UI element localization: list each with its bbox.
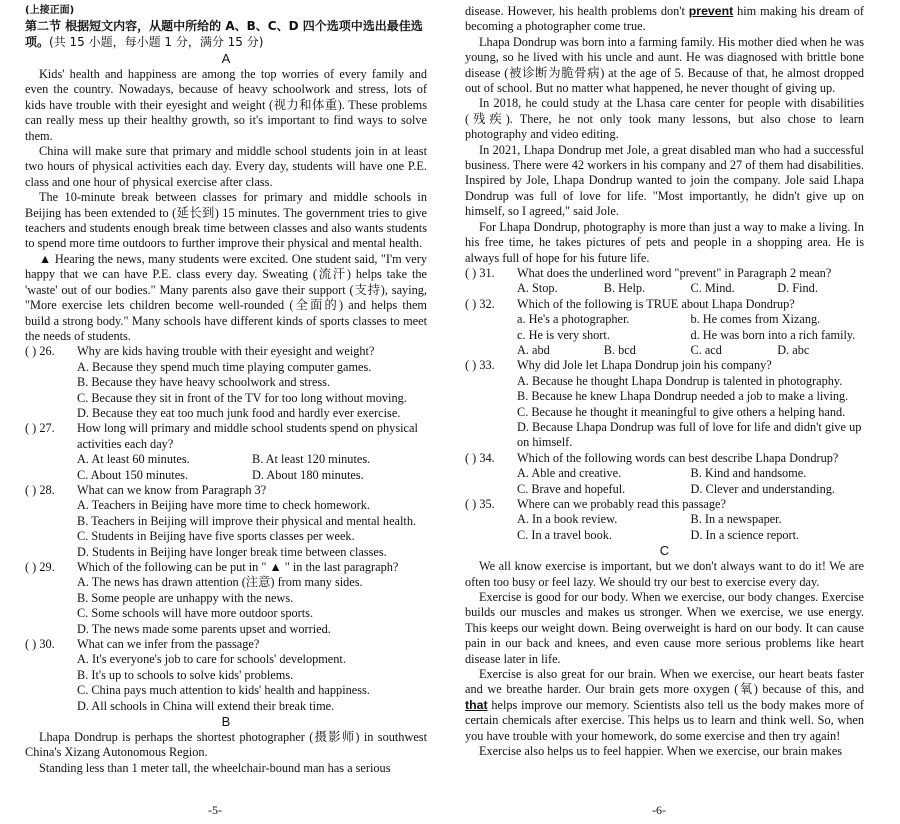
passage-b-start [25, 730, 427, 776]
passage-a [25, 67, 427, 344]
option: C. Some schools will have more outdoor sports. [77, 606, 314, 621]
option: D. Students in Beijing have longer break time between classes. [77, 544, 387, 559]
statement: b. He comes from Xizang. [690, 312, 821, 327]
passage-c-paragraph [465, 667, 864, 744]
passage-c-paragraph: Exercise is good for our body. When we exercise, our body changes. Exercise builds our muscles and makes us stronger. When we exercise, we use energy. This keeps our weight down. Being overweight is hard on our body. It can cause pain in our back and knees, and even cause more serious problems like heart disease later in life. [465, 590, 864, 666]
option: C. About 150 minutes. [77, 467, 189, 482]
passage-b-paragraph: In 2018, he could study at the Lhasa care center for people with disabilities (残疾). There, he not only took many lessons, but also chose to learn photography and video editing. [465, 96, 864, 142]
question-26 [25, 344, 427, 421]
option: D. Because Lhapa Dondrup was full of love for life and didn't give up on himself. [517, 419, 862, 450]
answer-blank[interactable]: ( ) 31. [465, 265, 495, 280]
answer-blank[interactable]: ( ) 35. [465, 497, 495, 511]
question-text: What can we infer from the passage? [77, 637, 260, 652]
option: A. In a book review. [517, 512, 618, 527]
passage-b-paragraph: In 2021, Lhapa Dondrup met Jole, a great disabled man who had a successful business. There were 42 workers in his company and 27 of them had disabilities. Inspired by Jole, Lhapa Dondrup wanted to join the company. Jole said Lhapa Dondrup was full of love for life. "Most importantly, he didn't give up on himself, so I agreed," said Jole. [465, 142, 864, 219]
text-run: him making his dream of becoming a photographer come true. [465, 4, 864, 34]
option: D. abc [777, 342, 810, 357]
option: C. acd [690, 342, 722, 357]
option: B. In a newspaper. [690, 512, 782, 527]
page-number-right: -6- [652, 803, 666, 817]
passage-b-label: B [221, 714, 231, 730]
option: A. abd [517, 342, 550, 357]
passage-c [465, 559, 864, 759]
question-30 [25, 637, 427, 714]
underlined-word: that [465, 697, 488, 712]
option: C. In a travel book. [517, 527, 612, 542]
passage-c-label: C [659, 543, 670, 559]
question-text: What does the underlined word "prevent" in Paragraph 2 mean? [517, 265, 832, 280]
section-instruction: 第二节 根据短文内容，从题中所给的 A、B、C、D 四个选项中选出最佳选项。 [25, 19, 423, 49]
passage-a-label: A [221, 51, 231, 66]
answer-blank[interactable]: ( ) 33. [465, 358, 495, 373]
option: D. About 180 minutes. [252, 467, 364, 482]
answer-blank[interactable]: ( ) 26. [25, 344, 55, 359]
option: A. At least 60 minutes. [77, 452, 190, 467]
statement: a. He's a photographer. [517, 312, 630, 327]
passage-b-paragraph: Standing less than 1 meter tall, the wheelchair-bound man has a serious [39, 760, 391, 775]
passage-a-paragraph: China will make sure that primary and middle school students join in at least two hours of physical activities each day. Every day, students will have one P.E. class and one hour of physical exercise after class. [25, 144, 427, 189]
option: B. Kind and handsome. [690, 466, 807, 481]
section-header [25, 18, 427, 50]
option: B. bcd [603, 342, 636, 357]
underlined-word: prevent [688, 4, 734, 18]
question-text: Which of the following is TRUE about Lhapa Dondrup? [517, 296, 795, 311]
option: C. Because he thought it meaningful to give others a helping hand. [517, 404, 846, 419]
option: B. Teachers in Beijing will improve their physical and mental health. [77, 513, 417, 528]
option: D. Because they eat too much junk food and hardly ever exercise. [77, 405, 401, 420]
passage-a-paragraph: Kids' health and happiness are among the top worries of every family and even the country. Nowadays, because of heavy schoolwork and stress, lots of kids have trouble with their eyesight and weight (视力和体重). These problems can really mess up their healthy growth, so it's important to find ways to solve them. [25, 67, 427, 143]
passage-a-paragraph: The 10-minute break between classes for primary and middle schools in Beijing has been extended to (延长到) 15 minutes. The government tries to give teachers and students enough break time between classes and also wants students to spend more time outdoors to further improve their physical and mental health. [25, 190, 427, 251]
question-34 [465, 451, 864, 497]
question-33 [465, 358, 864, 450]
option: B. Help. [603, 281, 646, 296]
question-text: Why are kids having trouble with their eyesight and weight? [77, 344, 375, 359]
answer-blank[interactable]: ( ) 32. [465, 296, 495, 311]
question-text: Why did Jole let Lhapa Dondrup join his company? [517, 358, 772, 373]
passage-b-continued [465, 4, 864, 266]
answer-blank[interactable]: ( ) 29. [25, 560, 55, 574]
question-29 [25, 560, 427, 637]
option: A. Stop. [517, 281, 558, 296]
left-page [25, 4, 427, 776]
option: A. The news has drawn attention (注意) from many sides. [77, 575, 363, 590]
answer-blank[interactable]: ( ) 27. [25, 421, 55, 436]
page-number-left: -5- [208, 803, 222, 817]
option: B. Some people are unhappy with the news. [77, 590, 294, 605]
option: D. All schools in China will extend their break time. [77, 698, 335, 713]
option: C. Because they sit in front of the TV for too long without moving. [77, 390, 407, 405]
passage-a-paragraph: ▲ Hearing the news, many students were excited. One student said, "I'm very happy that we can have P.E. class every day. Sweating (流汗) helps take the 'waste' out of our bodies." Many parents also gave their support (支持), saying, "More exercise lets children become well-rounded (全面的) and helps them build a strong body." Many schools have different kinds of sports classes to meet the needs of students. [25, 251, 427, 343]
answer-blank[interactable]: ( ) 34. [465, 450, 495, 465]
option: D. Find. [777, 281, 818, 296]
passage-b-paragraph [465, 4, 864, 35]
passage-b-paragraph: Lhapa Dondrup is perhaps the shortest photographer (摄影师) in southwest China's Xizang Autonomous Region. [25, 730, 427, 760]
question-28 [25, 483, 427, 560]
page-divider [446, 0, 447, 824]
question-31 [465, 266, 864, 297]
question-text: Where can we probably read this passage? [517, 497, 726, 511]
option: C. Mind. [690, 281, 735, 296]
question-text: What can we know from Paragraph 3? [77, 482, 267, 497]
option: D. Clever and understanding. [690, 481, 835, 496]
text-run: disease. However, his health problems don't [465, 4, 689, 18]
question-27 [25, 421, 427, 483]
text-run: Exercise is also great for our brain. When we exercise, our heart beats faster and we breathe harder. Our brain gets more oxygen (氧) because of this, and [465, 667, 864, 697]
statement: c. He is very short. [517, 327, 610, 342]
option: B. Because he knew Lhapa Dondrup needed a job to make a living. [517, 389, 849, 404]
option: C. China pays much attention to kids' health and happiness. [77, 683, 370, 698]
option: C. Students in Beijing have five sports classes per week. [77, 529, 355, 544]
passage-c-paragraph: Exercise also helps us to feel happier. When we exercise, our brain makes [479, 744, 843, 759]
option: A. Because he thought Lhapa Dondrup is talented in photography. [517, 373, 843, 388]
option: A. Able and creative. [517, 466, 622, 481]
answer-blank[interactable]: ( ) 28. [25, 482, 55, 497]
answer-blank[interactable]: ( ) 30. [25, 637, 55, 652]
continued-tag: (上接正面) [25, 5, 75, 16]
text-run: helps improve our memory. Scientists also tell us the body makes more of certain chemicals after exercise. This helps us to learn and think well. So, when you have trouble with your homework, do some exercise and then try again! [465, 697, 864, 743]
passage-b-paragraph: Lhapa Dondrup was born into a farming family. His mother died when he was young, so he lived with his uncle and aunt. He was diagnosed with brittle bone disease (被诊断为脆骨病) at the age of 5. Because of that, he almost dropped out of school. But no matter what happened, he never thought of giving up. [465, 34, 864, 96]
right-page [465, 4, 864, 760]
option: C. Brave and hopeful. [517, 481, 626, 496]
passage-c-paragraph: We all know exercise is important, but we don't always want to do it! We are often too busy or feel lazy. We should try our best to exercise every day. [465, 559, 864, 589]
option: B. Because they have heavy schoolwork and stress. [77, 375, 331, 390]
section-note: (共 15 小题，每小题 1 分，满分 15 分) [49, 35, 264, 49]
option: A. Because they spend much time playing computer games. [77, 359, 372, 374]
question-text: Which of the following can be put in " ▲ " in the last paragraph? [77, 560, 399, 574]
passage-b-paragraph: For Lhapa Dondrup, photography is more than just a way to make a living. In his free time, he takes pictures of pets and people in a shopping area. He is always full of hope for his future life. [465, 219, 864, 265]
statement: d. He was born into a rich family. [690, 327, 856, 342]
option: A. Teachers in Beijing have more time to check homework. [77, 498, 370, 513]
question-text: Which of the following words can best describe Lhapa Dondrup? [517, 450, 839, 465]
question-35 [465, 497, 864, 543]
question-text: How long will primary and middle school students spend on physical activities each day? [77, 421, 418, 451]
option: A. It's everyone's job to care for schools' development. [77, 652, 346, 667]
option: B. At least 120 minutes. [252, 452, 371, 467]
question-32 [465, 297, 864, 359]
option: B. It's up to schools to solve kids' problems. [77, 667, 294, 682]
option: D. In a science report. [690, 527, 800, 542]
option: D. The news made some parents upset and worried. [77, 621, 331, 636]
